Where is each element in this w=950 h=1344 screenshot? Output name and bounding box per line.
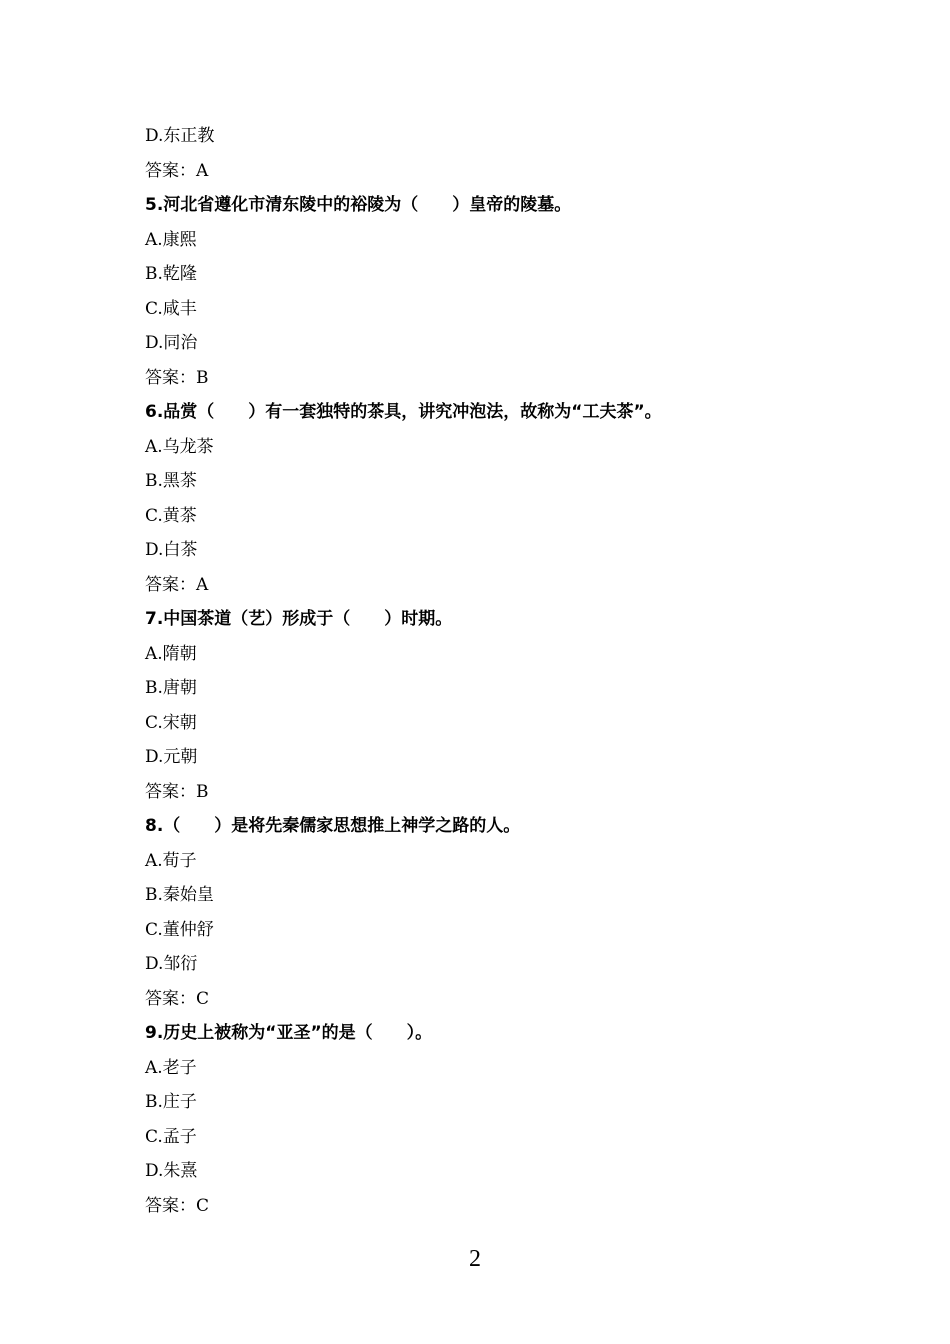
option-d: D.白茶: [145, 540, 198, 560]
answer: 答案：B: [145, 367, 209, 388]
option-b: B.乾隆: [145, 264, 197, 284]
option-d: D.同治: [145, 333, 198, 353]
question-stem: 8.（ ）是将先秦儒家思想推上神学之路的人。: [145, 816, 521, 836]
question-stem: 5.河北省遵化市清东陵中的裕陵为（ ）皇帝的陵墓。: [145, 195, 572, 215]
option-d: D.元朝: [145, 747, 198, 767]
answer: 答案：C: [145, 988, 210, 1009]
option-d: D.东正教: [145, 126, 215, 146]
question-list: [145, 119, 845, 1223]
answer: 答案：B: [145, 781, 209, 802]
option-b: B.唐朝: [145, 678, 197, 698]
option-a: A.隋朝: [145, 643, 197, 664]
option-c: C.咸丰: [145, 298, 197, 319]
option-c: C.孟子: [145, 1126, 197, 1147]
answer: 答案：A: [145, 574, 209, 595]
answer: 答案：C: [145, 1195, 210, 1216]
option-a: A.荀子: [145, 850, 197, 871]
question-stem: 9.历史上被称为“亚圣”的是（ ）。: [145, 1023, 433, 1043]
option-c: C.董仲舒: [145, 919, 214, 940]
option-b: B.黑茶: [145, 471, 197, 491]
option-b: B.秦始皇: [145, 885, 214, 905]
option-b: B.庄子: [145, 1092, 197, 1112]
page-number: 2: [469, 1246, 481, 1272]
option-a: A.康熙: [145, 229, 197, 250]
option-c: C.黄茶: [145, 505, 197, 526]
question-stem: 7.中国茶道（艺）形成于（ ）时期。: [145, 609, 453, 629]
option-c: C.宋朝: [145, 712, 197, 733]
option-a: A.老子: [145, 1057, 197, 1078]
option-d: D.朱熹: [145, 1161, 198, 1181]
option-d: D.邹衍: [145, 954, 198, 974]
option-a: A.乌龙茶: [145, 436, 214, 457]
answer: 答案：A: [145, 160, 209, 181]
question-stem: 6.品赏（ ）有一套独特的茶具，讲究冲泡法，故称为“工夫茶”。: [145, 402, 662, 422]
